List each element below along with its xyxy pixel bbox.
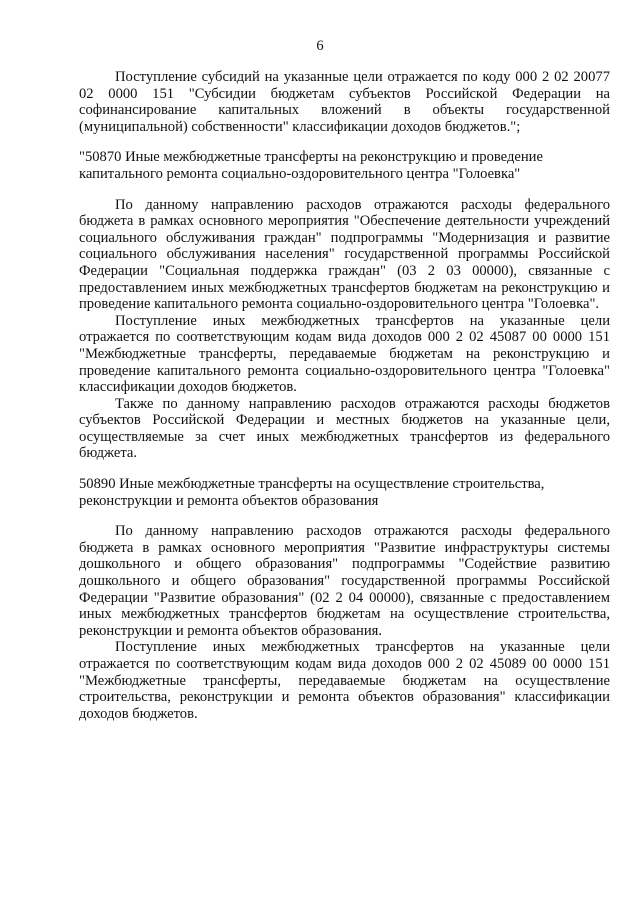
section-heading-50870: "50870 Иные межбюджетные трансферты на реконструкцию и проведение капитального ремонта социально-оздоровительного центра "Голоевка" [79,149,543,182]
paragraph-50870-revenue: Поступление иных межбюджетных трансфертов на указанные цели отражается по соответствующим кодам вида доходов 000 2 02 45087 00 0000 151 "Межбюджетные трансферты, передаваемые бюджетам на реконструкцию и проведение капитального ремонта социально-оздоровительного центра "Голоевка" классификации доходов бюджетов. [79,312,610,396]
section-heading-50890: 50890 Иные межбюджетные трансферты на осуществление строительства, реконструкции и ремонта объектов образования [79,476,545,509]
page-number: 6 [316,38,324,54]
paragraph-50890-revenue: Поступление иных межбюджетных трансфертов на указанные цели отражается по соответствующим кодам вида доходов 000 2 02 45089 00 0000 151 "Межбюджетные трансферты, передаваемые бюджетам на осуществление строительства, реконструкции и ремонта объектов образования" классификации доходов бюджетов. [79,639,610,722]
paragraph-50890-expenses: По данному направлению расходов отражаются расходы федерального бюджета в рамках основного мероприятия "Развитие инфраструктуры системы дошкольного и общего образования" подпрограммы "Содействие развитию дошкольного и общего образования" государственной программы Российской Федерации "Развитие образования" (02 2 04 00000), связанные с предоставлением иных межбюджетных трансфертов бюджетам на осуществление строительства, реконструкции и ремонта объектов образования. [79,523,610,639]
document-body [79,69,610,722]
paragraph-50870-expenses: По данному направлению расходов отражаются расходы федерального бюджета в рамках основного мероприятия "Обеспечение деятельности учреждений социального обслуживания граждан" подпрограммы "Модернизация и развитие социального обслуживания населения" государственной программы Российской Федерации "Социальная поддержка граждан" (03 2 03 00000), связанные с предоставлением иных межбюджетных трансфертов бюджетам на реконструкцию и проведение капитального ремонта социально-оздоровительного центра "Голоевка". [79,196,610,313]
paragraph-subsidies-code: Поступление субсидий на указанные цели отражается по коду 000 2 02 20077 02 0000 151 "Субсидии бюджетам субъектов Российской Федерации на софинансирование капитальных вложений в объекты государственной (муниципальной) собственности" классификации доходов бюджетов."; [79,69,610,135]
paragraph-50870-regional: Также по данному направлению расходов отражаются расходы бюджетов субъектов Российской Федерации и местных бюджетов на указанные цели, осуществляемые за счет иных межбюджетных трансфертов из федерального бюджета. [79,395,610,462]
